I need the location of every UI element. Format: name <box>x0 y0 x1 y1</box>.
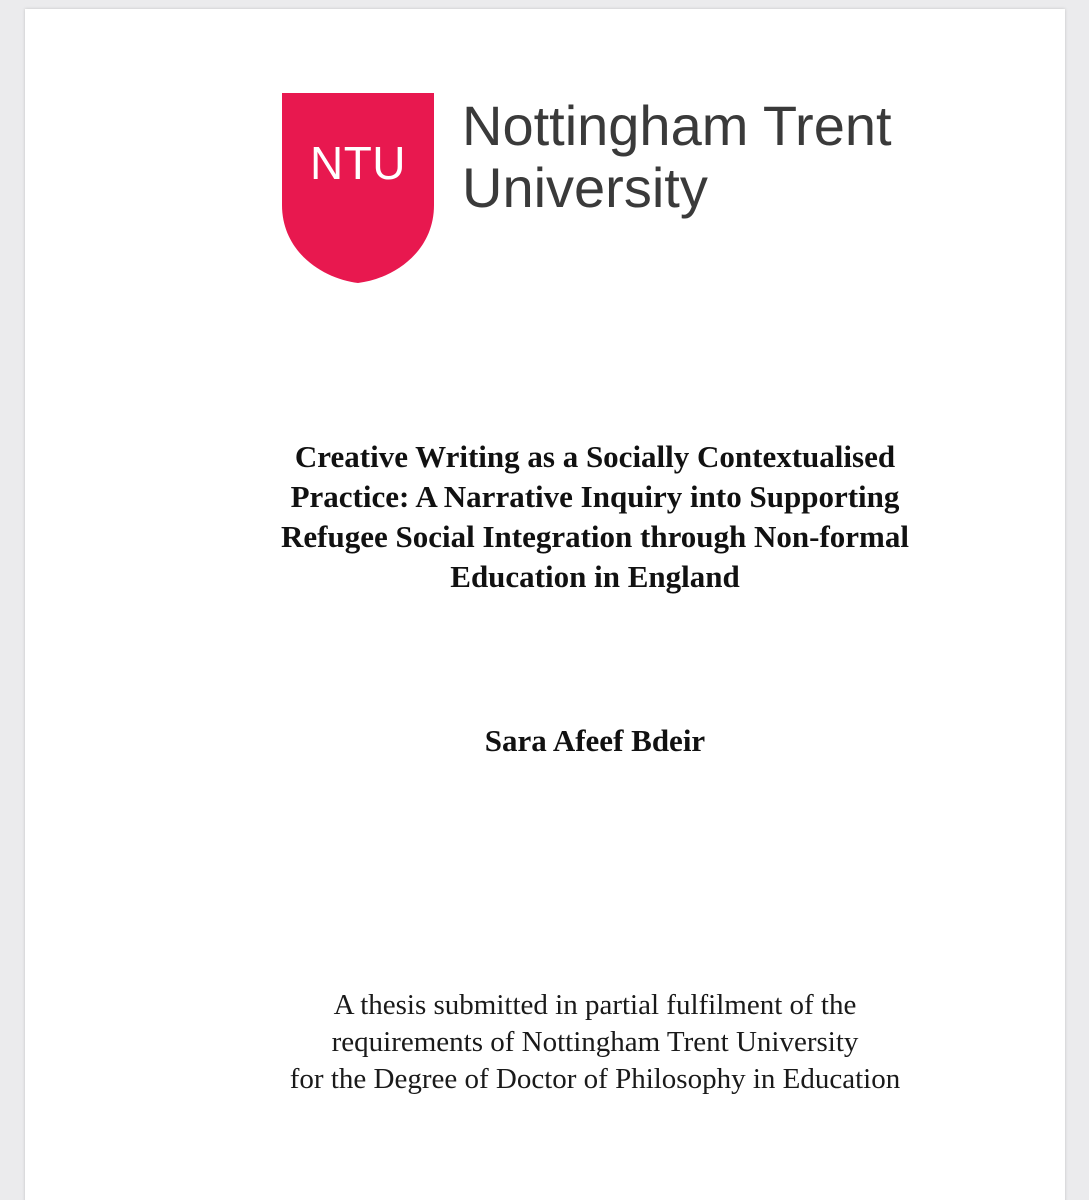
title-line: Refugee Social Integration through Non-formal <box>281 519 909 554</box>
wordmark-line-1: Nottingham Trent <box>462 94 892 157</box>
wordmark-line-2: University <box>462 156 708 219</box>
university-wordmark <box>462 95 892 219</box>
statement-line: for the Degree of Doctor of Philosophy in Education <box>289 1063 901 1095</box>
statement-line: A thesis submitted in partial fulfilment of the <box>333 989 857 1021</box>
statement-line: requirements of Nottingham Trent University <box>331 1026 859 1058</box>
title-line: Education in England <box>450 559 740 594</box>
degree-statement <box>185 987 1005 1098</box>
title-line: Practice: A Narrative Inquiry into Supporting <box>290 479 900 514</box>
thesis-title <box>185 437 1005 597</box>
document-page <box>25 9 1065 1200</box>
shield-icon <box>282 93 434 283</box>
author-name: Sara Afeef Bdeir <box>484 723 706 758</box>
university-logo <box>282 93 922 293</box>
logo-abbreviation: NTU <box>309 137 407 189</box>
title-line: Creative Writing as a Socially Contextualised <box>294 439 896 474</box>
